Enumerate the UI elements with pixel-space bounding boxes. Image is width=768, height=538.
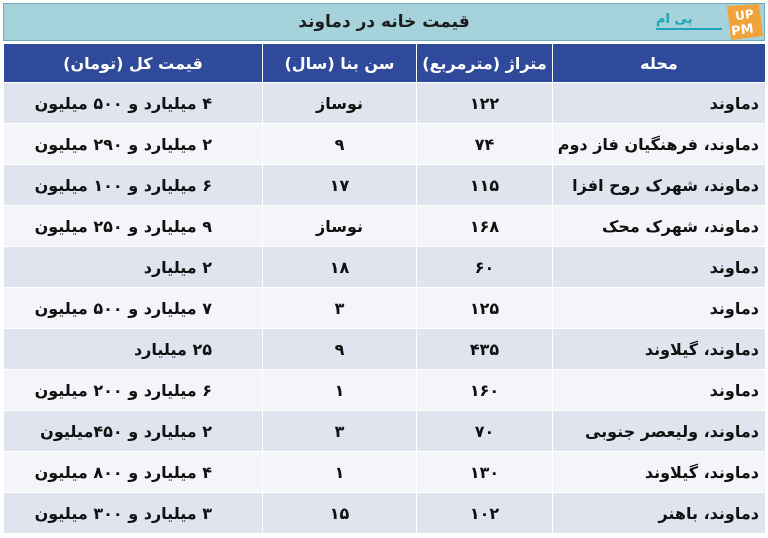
page-title: قیمت خانه در دماوند	[298, 12, 470, 32]
cell-area: دماوند	[553, 247, 766, 288]
table-row	[4, 83, 766, 124]
header-price: قیمت کل (تومان)	[4, 44, 263, 83]
cell-size: ۴۳۵	[417, 329, 553, 370]
header-size: متراژ (مترمربع)	[417, 44, 553, 83]
cell-age: ۹	[263, 124, 417, 165]
table-header-row	[4, 44, 766, 83]
svg-text:UP: UP	[734, 6, 755, 24]
table-row	[4, 165, 766, 206]
table-row	[4, 329, 766, 370]
cell-size: ۱۲۲	[417, 83, 553, 124]
cell-price: ۷ میلیارد و ۵۰۰ میلیون	[4, 288, 263, 329]
cell-area: دماوند، شهرک محک	[553, 206, 766, 247]
cell-area: دماوند، فرهنگیان فاز دوم	[553, 124, 766, 165]
cell-price: ۹ میلیارد و ۲۵۰ میلیون	[4, 206, 263, 247]
cell-age: ۹	[263, 329, 417, 370]
up-pm-logo-icon	[723, 2, 765, 42]
title-bar	[3, 3, 765, 41]
table-row	[4, 411, 766, 452]
cell-price: ۶ میلیارد و ۱۰۰ میلیون	[4, 165, 263, 206]
header-age: سن بنا (سال)	[263, 44, 417, 83]
price-table	[3, 43, 766, 534]
cell-price: ۴ میلیارد و ۵۰۰ میلیون	[4, 83, 263, 124]
cell-area: دماوند، باهنر	[553, 493, 766, 534]
cell-age: ۱۸	[263, 247, 417, 288]
table-row	[4, 370, 766, 411]
cell-size: ۱۳۰	[417, 452, 553, 493]
cell-price: ۶ میلیارد و ۲۰۰ میلیون	[4, 370, 263, 411]
cell-size: ۱۰۲	[417, 493, 553, 534]
cell-area: دماوند، گیلاوند	[553, 452, 766, 493]
svg-text:PM: PM	[730, 21, 755, 40]
cell-area: دماوند، ولیعصر جنوبی	[553, 411, 766, 452]
cell-area: دماوند، شهرک روح افزا	[553, 165, 766, 206]
cell-age: ۳	[263, 288, 417, 329]
cell-size: ۶۰	[417, 247, 553, 288]
table-row	[4, 124, 766, 165]
cell-age: ۱	[263, 452, 417, 493]
table-row	[4, 247, 766, 288]
cell-age: نوساز	[263, 83, 417, 124]
cell-area: دماوند، گیلاوند	[553, 329, 766, 370]
cell-price: ۲۵ میلیارد	[4, 329, 263, 370]
brand-underline	[656, 28, 722, 30]
table-row	[4, 493, 766, 534]
cell-size: ۱۶۰	[417, 370, 553, 411]
cell-area: دماوند	[553, 288, 766, 329]
cell-price: ۲ میلیارد	[4, 247, 263, 288]
cell-age: ۳	[263, 411, 417, 452]
cell-size: ۷۴	[417, 124, 553, 165]
cell-price: ۲ میلیارد و ۴۵۰میلیون	[4, 411, 263, 452]
table-row	[4, 206, 766, 247]
cell-area: دماوند	[553, 83, 766, 124]
cell-size: ۱۶۸	[417, 206, 553, 247]
brand-text: پی ام	[656, 12, 693, 27]
table-row	[4, 288, 766, 329]
cell-price: ۳ میلیارد و ۳۰۰ میلیون	[4, 493, 263, 534]
cell-area: دماوند	[553, 370, 766, 411]
cell-age: نوساز	[263, 206, 417, 247]
header-area: محله	[553, 44, 766, 83]
cell-size: ۷۰	[417, 411, 553, 452]
cell-price: ۲ میلیارد و ۲۹۰ میلیون	[4, 124, 263, 165]
cell-age: ۱۵	[263, 493, 417, 534]
cell-age: ۱۷	[263, 165, 417, 206]
cell-size: ۱۲۵	[417, 288, 553, 329]
cell-age: ۱	[263, 370, 417, 411]
cell-size: ۱۱۵	[417, 165, 553, 206]
table-row	[4, 452, 766, 493]
cell-price: ۴ میلیارد و ۸۰۰ میلیون	[4, 452, 263, 493]
